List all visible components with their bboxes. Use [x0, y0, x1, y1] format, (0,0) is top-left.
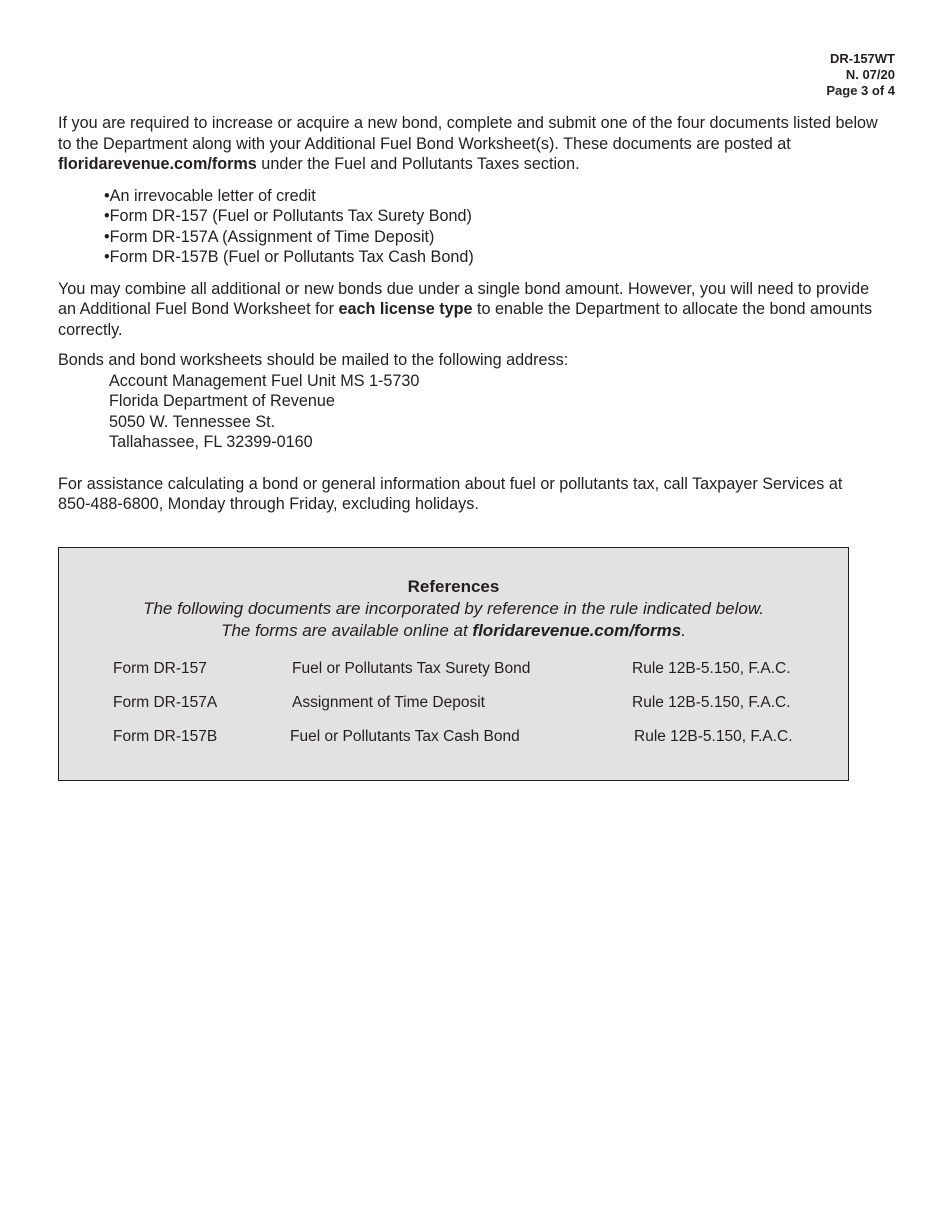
references-availability — [59, 621, 848, 641]
mailing-intro: Bonds and bond worksheets should be mailed to the following address: — [58, 351, 569, 369]
document-list — [58, 186, 878, 268]
reference-rule: Rule 12B-5.150, F.A.C. — [634, 728, 793, 745]
reference-row — [59, 694, 848, 714]
list-item: • An irrevocable letter of credit — [104, 186, 878, 207]
reference-rule: Rule 12B-5.150, F.A.C. — [632, 694, 791, 711]
intro-text: If you are required to increase or acquire a new bond, complete and submit one of the four documents listed below to the Department along with your Additional Fuel Bond Worksheet(s). These documents are posted at — [58, 114, 878, 153]
intro-paragraph — [58, 113, 878, 175]
references-forms-link: floridarevenue.com/forms — [472, 621, 682, 640]
list-item: • Form DR-157A (Assignment of Time Deposit) — [104, 227, 878, 248]
availability-period: . — [681, 621, 686, 640]
main-content — [58, 113, 878, 515]
references-box — [58, 547, 849, 781]
reference-form: Form DR-157A — [113, 694, 218, 711]
address-line: Account Management Fuel Unit MS 1-5730 — [109, 371, 420, 390]
mailing-address — [58, 371, 878, 453]
references-title: References — [407, 577, 500, 596]
form-revision: N. 07/20 — [845, 67, 895, 82]
reference-form: Form DR-157 — [113, 660, 207, 677]
availability-text: The forms are available online at — [221, 621, 473, 640]
combine-paragraph — [58, 279, 878, 341]
assistance-paragraph: For assistance calculating a bond or general information about fuel or pollutants tax, call Taxpayer Services at 850-488-6800, Monday through Friday, excluding holidays. — [58, 474, 843, 513]
page-number: Page 3 of 4 — [826, 83, 895, 98]
form-id: DR-157WT — [829, 51, 895, 66]
reference-title: Fuel or Pollutants Tax Surety Bond — [292, 660, 531, 677]
reference-rule: Rule 12B-5.150, F.A.C. — [632, 660, 791, 677]
reference-row — [59, 660, 848, 680]
reference-form: Form DR-157B — [113, 728, 218, 745]
reference-title: Fuel or Pollutants Tax Cash Bond — [290, 728, 520, 745]
list-item: • Form DR-157 (Fuel or Pollutants Tax Surety Bond) — [104, 206, 878, 227]
address-line: Tallahassee, FL 32399-0160 — [109, 433, 313, 451]
reference-title: Assignment of Time Deposit — [292, 694, 485, 711]
combine-text: You may combine all additional or new bonds due under a single bond amount. However, you will need to provide an Additional Fuel Bond Worksheet for — [58, 279, 870, 318]
address-line: Florida Department of Revenue — [109, 392, 335, 410]
intro-text-end: under the Fuel and Pollutants Taxes section. — [256, 155, 580, 173]
address-line: 5050 W. Tennessee St. — [109, 412, 276, 431]
references-intro: The following documents are incorporated by reference in the rule indicated below. — [143, 599, 764, 618]
intro-forms-link: floridarevenue.com/forms — [58, 155, 257, 173]
license-type-emphasis: each license type — [338, 300, 473, 318]
form-header — [826, 51, 895, 99]
combine-text-end: to enable the Department to allocate the bond amounts correctly. — [58, 300, 873, 339]
list-item: • Form DR-157B (Fuel or Pollutants Tax Cash Bond) — [104, 247, 878, 268]
reference-row — [59, 728, 848, 748]
